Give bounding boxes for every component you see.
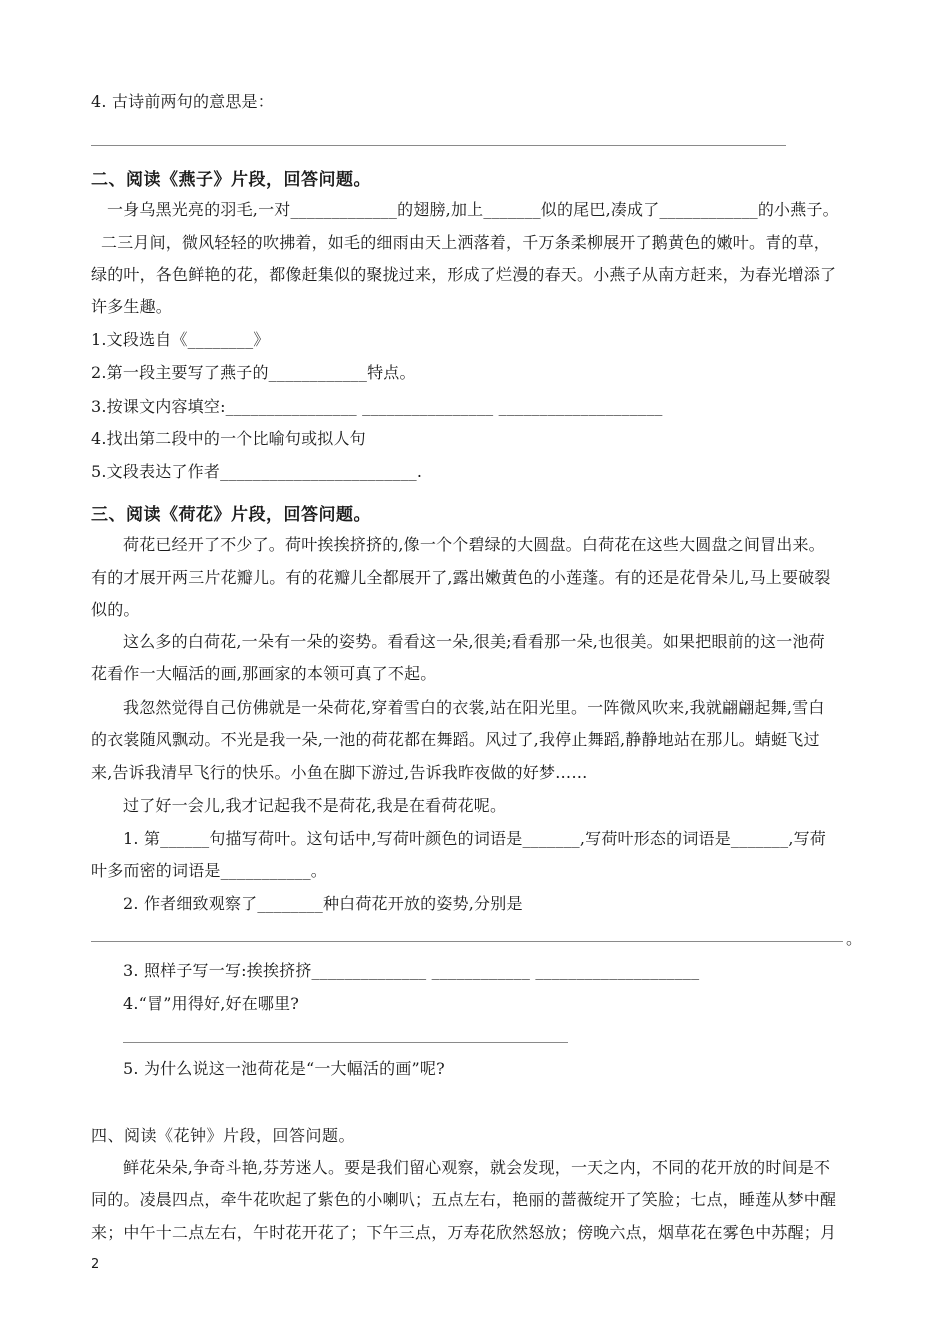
section4-paragraph-line: 来；中午十二点左右，午时花开花了；下午三点，万寿花欣然怒放；傍晚六点，烟草花在雾色中苏醒；月 [91,1223,837,1242]
page-number: 2 [91,1257,100,1272]
section2-question4: 4.找出第二段中的一个比喻句或拟人句 [91,429,366,448]
section2-question3: 3.按课文内容填空:________________ ________________ ____________________ [91,397,663,416]
section2-heading: 二、阅读《燕子》片段，回答问题。 [91,170,371,190]
q4-ancient-poem: 4. 古诗前两句的意思是： [91,92,274,111]
section4-heading: 四、阅读《花钟》片段，回答问题。 [91,1126,356,1145]
section3-paragraph2-line: 这么多的白荷花,一朵有一朵的姿势。看看这一朵,很美;看看那一朵,也很美。如果把眼前的这一池荷 [123,632,825,651]
section2-question1: 1.文段选自《________》 [91,330,270,349]
section2-paragraph1: 一身乌黑光亮的羽毛,一对_____________的翅膀,加上_______似的尾巴,凑成了____________的小燕子。 [107,200,839,219]
section4-paragraph-line: 同的。凌晨四点，牵牛花吹起了紫色的小喇叭；五点左右，艳丽的蔷薇绽开了笑脸；七点，睡莲从梦中醒 [91,1190,837,1209]
section2-paragraph2-line: 绿的叶，各色鲜艳的花，都像赶集似的聚拢过来，形成了烂漫的春天。小燕子从南方赶来，为春光增添了 [91,265,837,284]
answer-line-period: 。 [846,929,863,948]
section3-question5: 5. 为什么说这一池荷花是“一大幅活的画”呢? [123,1059,445,1078]
section3-question3: 3. 照样子写一写:挨挨挤挤______________ ____________ ____________________ [123,961,700,980]
section3-paragraph1-line: 有的才展开两三片花瓣儿。有的花瓣儿全都展开了,露出嫩黄色的小莲蓬。有的还是花骨朵儿,马上要破裂 [91,568,831,587]
section3-question4: 4.“冒”用得好,好在哪里? [123,994,300,1013]
section4-paragraph-line: 鲜花朵朵,争奇斗艳,芬芳迷人。要是我们留心观察，就会发现，一天之内，不同的花开放的时间是不 [123,1158,831,1177]
section3-paragraph3-line: 来,告诉我清早飞行的快乐。小鱼在脚下游过,告诉我昨夜做的好梦…… [91,763,588,782]
section3-paragraph4: 过了好一会儿,我才记起我不是荷花,我是在看荷花呢。 [123,796,507,815]
section2-question2: 2.第一段主要写了燕子的____________特点。 [91,363,416,382]
section3-question1-line: 1. 第______句描写荷叶。这句话中,写荷叶颜色的词语是_______,写荷叶形态的词语是_______,写荷 [123,829,827,848]
answer-line [123,1042,568,1043]
section3-paragraph1-line: 似的。 [91,600,140,619]
section3-paragraph1-line: 荷花已经开了不少了。荷叶挨挨挤挤的,像一个个碧绿的大圆盘。白荷花在这些大圆盘之间冒出来。 [123,535,825,554]
section3-paragraph3-line: 的衣裳随风飘动。不光是我一朵,一池的荷花都在舞蹈。风过了,我停止舞蹈,静静地站在那儿。蜻蜓飞过 [91,730,820,749]
section3-question1-line: 叶多而密的词语是___________。 [91,861,328,880]
section3-paragraph2-line: 花看作一大幅活的画,那画家的本领可真了不起。 [91,664,437,683]
section2-question5: 5.文段表达了作者________________________. [91,462,423,481]
section3-paragraph3-line: 我忽然觉得自己仿佛就是一朵荷花,穿着雪白的衣裳,站在阳光里。一阵微风吹来,我就翩翩起舞,雪白 [123,698,825,717]
answer-line [91,145,786,146]
section2-paragraph2-line: 许多生趣。 [91,297,173,316]
section2-paragraph2-line: 二三月间，微风轻轻的吹拂着，如毛的细雨由天上洒落着，千万条柔柳展开了鹅黄色的嫩叶。青的草， [101,233,831,252]
section3-heading: 三、阅读《荷花》片段，回答问题。 [91,505,371,525]
answer-line [91,941,843,942]
section3-question2: 2. 作者细致观察了________种白荷花开放的姿势,分别是 [123,894,523,913]
